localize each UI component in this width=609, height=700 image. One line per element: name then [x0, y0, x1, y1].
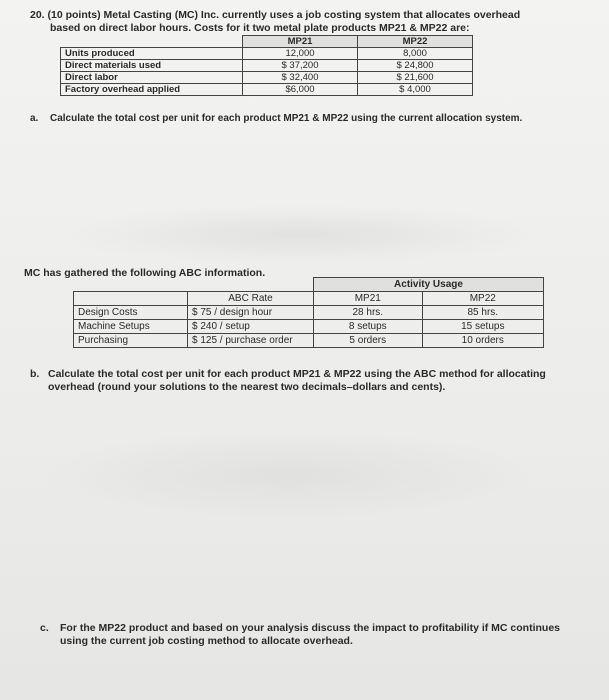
abc-mp21-header: MP21	[314, 292, 423, 306]
table-row	[61, 60, 473, 72]
table-row	[74, 334, 544, 348]
abc-row-label: Machine Setups	[74, 320, 188, 334]
abc-row-mp22: 10 orders	[422, 334, 543, 348]
cell-mp22: $ 21,600	[358, 72, 473, 84]
abc-row-mp21: 5 orders	[314, 334, 423, 348]
abc-header-top	[74, 278, 544, 292]
abc-row-mp21: 28 hrs.	[314, 306, 423, 320]
part-a-letter: a.	[30, 113, 39, 124]
abc-blank	[74, 278, 188, 292]
row-label: Direct materials used	[61, 60, 243, 72]
abc-blank	[74, 292, 188, 306]
cost-table-col-mp21: MP21	[243, 36, 358, 48]
abc-row-mp22: 15 setups	[422, 320, 543, 334]
cell-mp22: $ 24,800	[358, 60, 473, 72]
abc-blank	[188, 278, 314, 292]
part-c-letter: c.	[40, 622, 49, 634]
table-row	[74, 306, 544, 320]
part-c	[40, 622, 561, 647]
table-row	[61, 48, 473, 60]
question-header: 20. (10 points) Metal Casting (MC) Inc. currently uses a job costing system that allocates overhead	[30, 9, 521, 21]
abc-row-label: Purchasing	[74, 334, 188, 348]
abc-header-sub	[74, 292, 544, 306]
part-b	[30, 368, 546, 393]
part-b-text: Calculate the total cost per unit for each product MP21 & MP22 using the ABC method for allocating overhead (round your solutions to the nearest two decimals–dollars and cents).	[48, 368, 546, 393]
row-label: Factory overhead applied	[61, 84, 243, 96]
cell-mp21: 12,000	[243, 48, 358, 60]
cost-table-header	[61, 36, 473, 48]
abc-row-rate: $ 240 / setup	[188, 320, 314, 334]
part-c-text	[60, 622, 570, 648]
part-c-text-before: For the	[60, 622, 99, 634]
cell-mp21: $6,000	[243, 84, 358, 96]
show-through-smudge	[60, 205, 540, 265]
cell-mp22: 8,000	[358, 48, 473, 60]
abc-rate-header: ABC Rate	[188, 292, 314, 306]
part-c-product: MP22	[98, 622, 126, 634]
abc-row-rate: $ 125 / purchase order	[188, 334, 314, 348]
cell-mp21: $ 37,200	[243, 60, 358, 72]
table-row	[61, 84, 473, 96]
row-label: Units produced	[61, 48, 243, 60]
table-row	[74, 320, 544, 334]
abc-intro: MC has gathered the following ABC information.	[24, 267, 266, 279]
abc-row-rate: $ 75 / design hour	[188, 306, 314, 320]
abc-table	[73, 277, 544, 348]
abc-row-mp21: 8 setups	[314, 320, 423, 334]
part-a-text: Calculate the total cost per unit for each product MP21 & MP22 using the current allocation system.	[50, 113, 523, 124]
cost-table-corner	[61, 36, 243, 48]
cell-mp21: $ 32,400	[243, 72, 358, 84]
table-row	[61, 72, 473, 84]
cell-mp22: $ 4,000	[358, 84, 473, 96]
question-subheader: based on direct labor hours. Costs for it two metal plate products MP21 & MP22 are:	[50, 22, 470, 34]
row-label: Direct labor	[61, 72, 243, 84]
cost-table-col-mp22: MP22	[358, 36, 473, 48]
activity-usage-header: Activity Usage	[314, 278, 544, 292]
part-a	[30, 113, 523, 124]
abc-row-mp22: 85 hrs.	[422, 306, 543, 320]
cost-table	[60, 35, 473, 96]
show-through-smudge	[40, 430, 540, 520]
abc-mp22-header: MP22	[422, 292, 543, 306]
abc-row-label: Design Costs	[74, 306, 188, 320]
part-c-text-after: product and based on your analysis discuss the impact to profitability if MC continues using the current job costing method to allocate overhead.	[60, 622, 561, 647]
part-b-letter: b.	[30, 368, 40, 380]
